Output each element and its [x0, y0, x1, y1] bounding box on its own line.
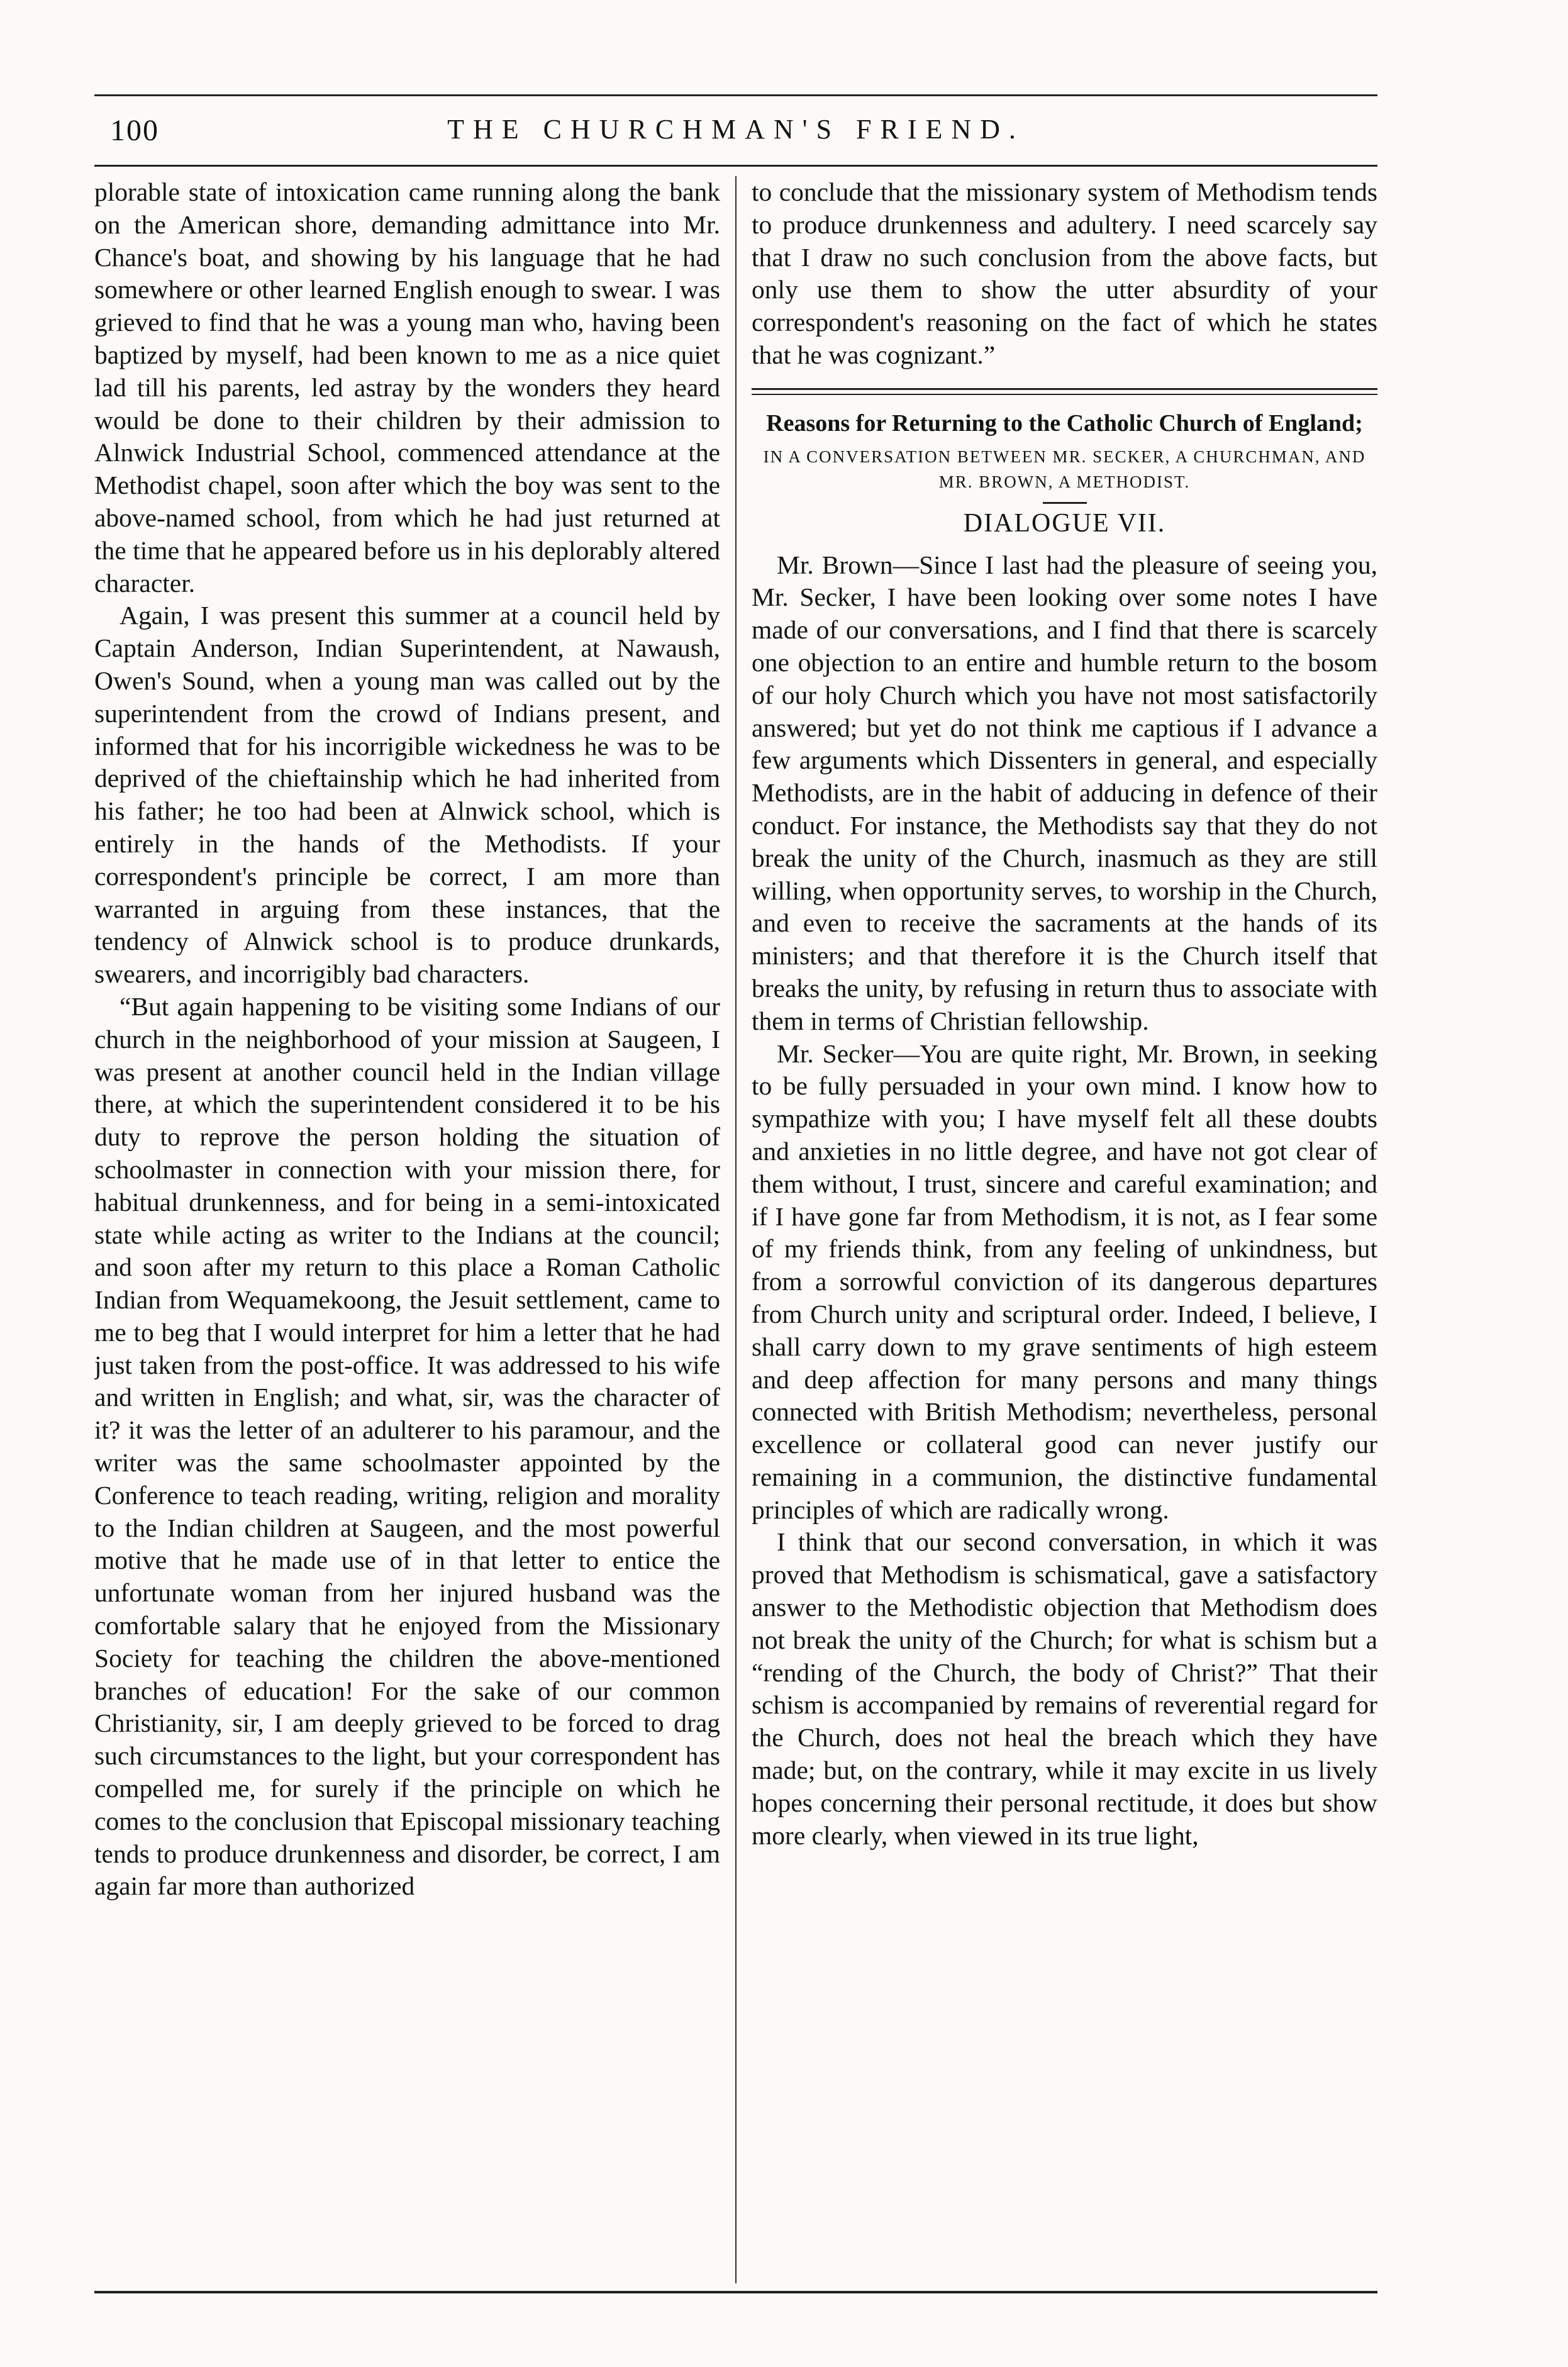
- left-paragraph-2: Again, I was present this summer at a council held by Captain Anderson, Indian Superintendent, at Nawaush, Owen's Sound, when a young man was called out by the superintendent from the crowd of Indians present, and informed that for his incorrigible wickedness he was to be deprived of the chieftainship which he had inherited from his father; he too had been at Alnwick school, which is entirely in the hands of the Methodists. If your correspondent's principle be correct, I am more than warranted in arguing from these instances, that the tendency of Alnwick school is to produce drunkards, swearers, and incorrigibly bad characters.: [94, 601, 720, 989]
- left-paragraph-3: “But again happening to be visiting some Indians of our church in the neighborhood of your mission at Saugeen, I was present at another council held in the Indian village there, at which the superintendent considered it to be his duty to reprove the person holding the situation of schoolmaster in connection with your mission there, for habitual drunkenness, and for being in a semi-intoxicated state while acting as writer to the Indians at the council; and soon after my return to this place a Roman Catholic Indian from Wequamekoong, the Jesuit settlement, came to me to beg that I would interpret for him a letter that he had just taken from the post-office. It was addressed to his wife and written in English; and what, sir, was the character of it? it was the letter of an adulterer to his paramour, and the writer was the same schoolmaster appointed by the Conference to teach reading, writing, religion and morality to the Indian children at Saugeen, and the most powerful motive that he made use of in that letter to entice the unfortunate woman from her injured husband was the comfortable salary that he enjoyed from the Missionary Society for teaching the children the above-mentioned branches of education! For the sake of our common Christianity, sir, I am deeply grieved to be forced to drag such circumstances to the light, but your correspondent has compelled me, for surely if the principle on which he comes to the conclusion that Episcopal missionary teaching tends to produce drunkenness and disorder, be correct, I am again far more than authorized: [94, 991, 720, 1901]
- article-separator: [752, 388, 1377, 395]
- right-column: [752, 176, 1377, 2283]
- top-rule: [94, 94, 1377, 96]
- column-divider: [735, 176, 737, 2283]
- left-paragraph-1: plorable state of intoxication came running along the bank on the American shore, demanding admittance into Mr. Chance's boat, and showing by his language that he had somewhere or other learned English enough to swear. I was grieved to find that he was a young man who, having been baptized by myself, had been known to me as a nice quiet lad till his parents, led astray by the wonders they heard would be done to their children by their admission to Alnwick Industrial School, commenced attendance at the Methodist chapel, soon after which the boy was sent to the above-named school, from which he had just returned at the time that he appeared before us in his deplorably altered character.: [94, 177, 720, 598]
- dialogue-title: DIALOGUE VII.: [963, 508, 1166, 538]
- left-column: [94, 176, 720, 2283]
- article-subtitle: IN A CONVERSATION BETWEEN MR. SECKER, A CHURCHMAN, AND MR. BROWN, A METHODIST.: [763, 447, 1366, 491]
- page-header: [94, 113, 1377, 164]
- right-paragraph-1: Mr. Brown—Since I last had the pleasure of seeing you, Mr. Secker, I have been looking over some notes I have made of our conversations, and I find that there is scarcely one objection to an entire and humble return to the bosom of our holy Church which you have not most satisfactorily answered; but yet do not think me captious if I advance a few arguments which Dissenters in general, and especially Methodists, are in the habit of adducing in defence of their conduct. For instance, the Methodists say that they do not break the unity of the Church, inasmuch as they are still willing, when opportunity serves, to worship in the Church, and even to receive the sacraments at the hands of its ministers; and that therefore it is the Church itself that breaks the unity, by refusing in return thus to associate with them in terms of Christian fellowship.: [752, 550, 1377, 1035]
- page: [94, 94, 1377, 2309]
- right-paragraph-3: I think that our second conversation, in which it was proved that Methodism is schismatical, gave a satisfactory answer to the Methodistic objection that Methodism does not break the unity of the Church; for what is schism but a “rending of the Church, the body of Christ?” That their schism is accompanied by remains of reverential regard for the Church, does not heal the breach which they have made; but, on the contrary, while it may excite in us lively hopes concerning their personal rectitude, it does but show more clearly, when viewed in its true light,: [752, 1527, 1377, 1850]
- right-intro-paragraph: to conclude that the missionary system of Methodism tends to produce drunkenness and adultery. I need scarcely say that I draw no such conclusion from the above facts, but only use them to show the utter absurdity of your correspondent's reasoning on the fact of which he states that he was cognizant.”: [752, 177, 1377, 369]
- right-paragraph-2: Mr. Secker—You are quite right, Mr. Brown, in seeking to be fully persuaded in your own mind. I know how to sympathize with you; I have myself felt all these doubts and anxieties in no little degree, and have not got clear of them without, I trust, sincere and careful examination; and if I have gone far from Methodism, it is not, as I fear some of my friends think, from any feeling of unkindness, but from a sorrowful conviction of its dangerous departures from Church unity and scriptural order. Indeed, I believe, I shall carry down to my grave sentiments of high esteem and deep affection for many persons and many things connected with British Methodism; nevertheless, personal excellence or collateral good can never justify our remaining in a communion, the distinctive fundamental principles of which are radically wrong.: [752, 1039, 1377, 1524]
- header-rule: [94, 165, 1377, 167]
- running-title: THE CHURCHMAN'S FRIEND.: [447, 114, 1025, 145]
- page-number: 100: [110, 114, 159, 147]
- bottom-rule: [94, 2291, 1377, 2293]
- short-rule: [1043, 502, 1087, 504]
- article-title: Reasons for Returning to the Catholic Church of England;: [766, 409, 1363, 437]
